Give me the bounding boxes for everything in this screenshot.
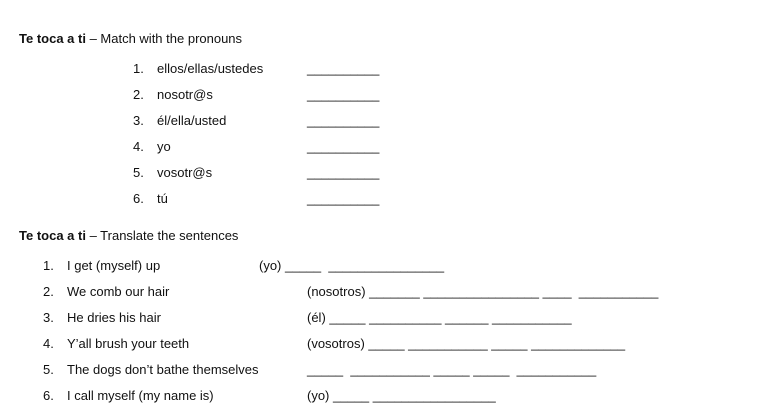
match-item-pronoun: tú bbox=[157, 191, 168, 206]
match-item-blank[interactable]: __________ bbox=[307, 61, 380, 76]
match-item-blank[interactable]: __________ bbox=[307, 191, 380, 206]
translate-item-answer[interactable]: (vosotros) _____ ___________ _____ _____________ bbox=[307, 336, 626, 351]
translate-item-sentence: Y’all brush your teeth bbox=[67, 336, 190, 351]
translate-item-number: 5. bbox=[43, 362, 54, 377]
match-item-number: 5. bbox=[133, 165, 144, 180]
match-item-number: 3. bbox=[133, 113, 144, 128]
match-item-blank[interactable]: __________ bbox=[307, 113, 380, 128]
match-item-number: 1. bbox=[133, 61, 144, 76]
translate-item-sentence: I get (myself) up bbox=[67, 258, 161, 273]
section1-heading-bold: Te toca a ti bbox=[19, 31, 86, 46]
match-item-pronoun: yo bbox=[157, 139, 171, 154]
section1-heading bbox=[19, 31, 242, 47]
translate-item-number: 3. bbox=[43, 310, 54, 325]
translate-item-sentence: We comb our hair bbox=[67, 284, 170, 299]
match-item-blank[interactable]: __________ bbox=[307, 165, 380, 180]
section1-heading-rest: – Match with the pronouns bbox=[85, 31, 243, 46]
match-item-blank[interactable]: __________ bbox=[307, 139, 380, 154]
translate-item-number: 6. bbox=[43, 388, 54, 403]
match-item-blank[interactable]: __________ bbox=[307, 87, 380, 102]
translate-item-answer[interactable]: (yo) _____ ________________ bbox=[259, 258, 445, 273]
translate-item-answer[interactable]: (nosotros) _______ ________________ ____ ___________ bbox=[307, 284, 659, 299]
translate-item-number: 4. bbox=[43, 336, 54, 351]
translate-item-number: 1. bbox=[43, 258, 54, 273]
match-item-pronoun: él/ella/usted bbox=[157, 113, 227, 128]
match-item-number: 4. bbox=[133, 139, 144, 154]
section2-heading-bold: Te toca a ti bbox=[19, 228, 86, 243]
translate-item-number: 2. bbox=[43, 284, 54, 299]
translate-item-answer[interactable]: _____ ___________ _____ _____ ___________ bbox=[307, 362, 597, 377]
translate-item-answer[interactable]: (él) _____ __________ ______ ___________ bbox=[307, 310, 572, 325]
match-item-pronoun: vosotr@s bbox=[157, 165, 213, 180]
section2-heading-rest: – Translate the sentences bbox=[85, 228, 239, 243]
translate-item-sentence: I call myself (my name is) bbox=[67, 388, 214, 403]
translate-item-answer[interactable]: (yo) _____ _________________ bbox=[307, 388, 496, 403]
match-item-pronoun: nosotr@s bbox=[157, 87, 213, 102]
section2-heading bbox=[19, 228, 238, 244]
translate-item-sentence: The dogs don’t bathe themselves bbox=[67, 362, 259, 377]
match-item-pronoun: ellos/ellas/ustedes bbox=[157, 61, 264, 76]
translate-item-sentence: He dries his hair bbox=[67, 310, 161, 325]
match-item-number: 6. bbox=[133, 191, 144, 206]
match-item-number: 2. bbox=[133, 87, 144, 102]
